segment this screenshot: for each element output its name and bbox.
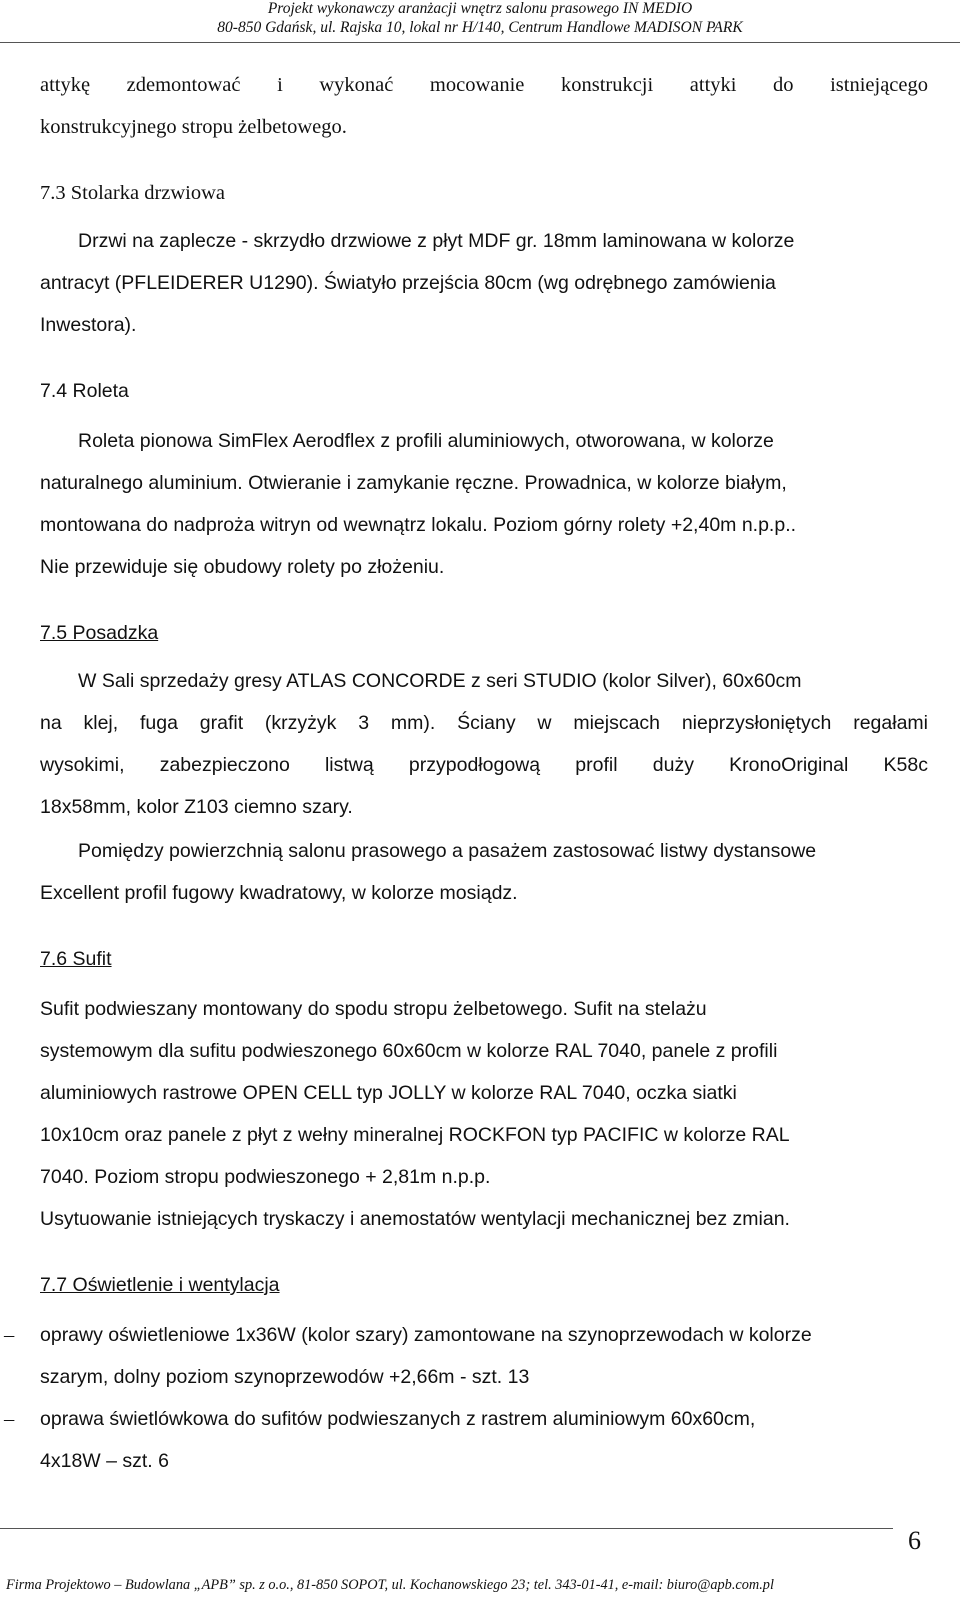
s73-line-2: antracyt (PFLEIDERER U1290). Światyło przejścia 80cm (wg odrębnego zamówienia	[40, 272, 776, 294]
footer-company-info: Firma Projektowo – Budowlana „APB” sp. z o.o., 81-850 SOPOT, ul. Kochanowskiego 23; tel. 343-01-41, e-mail: biuro@apb.com.pl	[6, 1577, 774, 1593]
section-heading-7-4: 7.4 Roleta	[40, 380, 129, 402]
section-heading-7-5: 7.5 Posadzka	[40, 622, 159, 644]
page-header	[0, 0, 960, 44]
header-project-title: Projekt wykonawczy aranżacji wnętrz salonu prasowego IN MEDIO	[267, 0, 693, 17]
s76-line-2: systemowym dla sufitu podwieszonego 60x60cm w kolorze RAL 7040, panele z profili	[40, 1040, 778, 1062]
bullet-dash: –	[4, 1408, 15, 1430]
footer-divider	[0, 1528, 893, 1529]
s76-line-3: aluminiowych rastrowe OPEN CELL typ JOLLY w kolorze RAL 7040, oczka siatki	[40, 1082, 737, 1104]
s74-line-1: Roleta pionowa SimFlex Aerodflex z profili aluminiowych, otworowana, w kolorze	[78, 430, 774, 452]
s74-line-4: Nie przewiduje się obudowy rolety po złożeniu.	[40, 556, 445, 578]
s75-p1-line-1: W Sali sprzedaży gresy ATLAS CONCORDE z seri STUDIO (kolor Silver), 60x60cm	[78, 670, 802, 692]
s77-bullet-2-line-1: oprawa świetlówkowa do sufitów podwieszanych z rastrem aluminiowym 60x60cm,	[40, 1408, 756, 1430]
s73-line-1: Drzwi na zaplecze - skrzydło drzwiowe z płyt MDF gr. 18mm laminowana w kolorze	[78, 230, 795, 252]
s77-bullet-2-line-2: 4x18W – szt. 6	[40, 1450, 169, 1472]
page-number: 6	[908, 1526, 921, 1555]
s75-p2-line-1: Pomiędzy powierzchnią salonu prasowego a pasażem zastosować listwy dystansowe	[78, 840, 817, 862]
section-heading-7-7: 7.7 Oświetlenie i wentylacja	[40, 1274, 280, 1296]
header-divider	[0, 42, 960, 43]
s77-bullet-1-line-1: oprawy oświetleniowe 1x36W (kolor szary) zamontowane na szynoprzewodach w kolorze	[40, 1324, 812, 1346]
s73-line-3: Inwestora).	[40, 314, 137, 336]
s74-line-3: montowana do nadproża witryn od wewnątrz lokalu. Poziom górny rolety +2,40m n.p.p..	[40, 514, 797, 536]
s76-line-5: 7040. Poziom stropu podwieszonego + 2,81m n.p.p.	[40, 1166, 491, 1188]
section-heading-7-3: 7.3 Stolarka drzwiowa	[40, 182, 226, 204]
section-heading-7-6: 7.6 Sufit	[40, 948, 112, 970]
s75-p2-line-2: Excellent profil fugowy kwadratowy, w kolorze mosiądz.	[40, 882, 518, 904]
bullet-dash: –	[4, 1324, 15, 1346]
s76-line-4: 10x10cm oraz panele z płyt z wełny mineralnej ROCKFON typ PACIFIC w kolorze RAL	[40, 1124, 790, 1146]
s74-line-2: naturalnego aluminium. Otwieranie i zamykanie ręczne. Prowadnica, w kolorze białym,	[40, 472, 787, 494]
s75-p1-line-3: wysokimi, zabezpieczono listwą przypodłogową profil duży KronoOriginal K58c	[40, 754, 928, 776]
header-address: 80-850 Gdańsk, ul. Rajska 10, lokal nr H/140, Centrum Handlowe MADISON PARK	[217, 19, 743, 36]
intro-line-1: attykę zdemontować i wykonać mocowanie konstrukcji attyki do istniejącego	[40, 74, 928, 96]
s75-p1-line-2: na klej, fuga grafit (krzyżyk 3 mm). Ściany w miejscach nieprzysłoniętych regałami	[40, 712, 928, 734]
s75-p1-line-4: 18x58mm, kolor Z103 ciemno szary.	[40, 796, 353, 818]
s77-bullet-1-line-2: szarym, dolny poziom szynoprzewodów +2,66m - szt. 13	[40, 1366, 530, 1388]
s76-line-1: Sufit podwieszany montowany do spodu stropu żelbetowego. Sufit na stelażu	[40, 998, 707, 1020]
intro-line-2: konstrukcyjnego stropu żelbetowego.	[40, 116, 347, 138]
s76-line-6: Usytuowanie istniejących tryskaczy i anemostatów wentylacji mechanicznej bez zmian.	[40, 1208, 790, 1230]
